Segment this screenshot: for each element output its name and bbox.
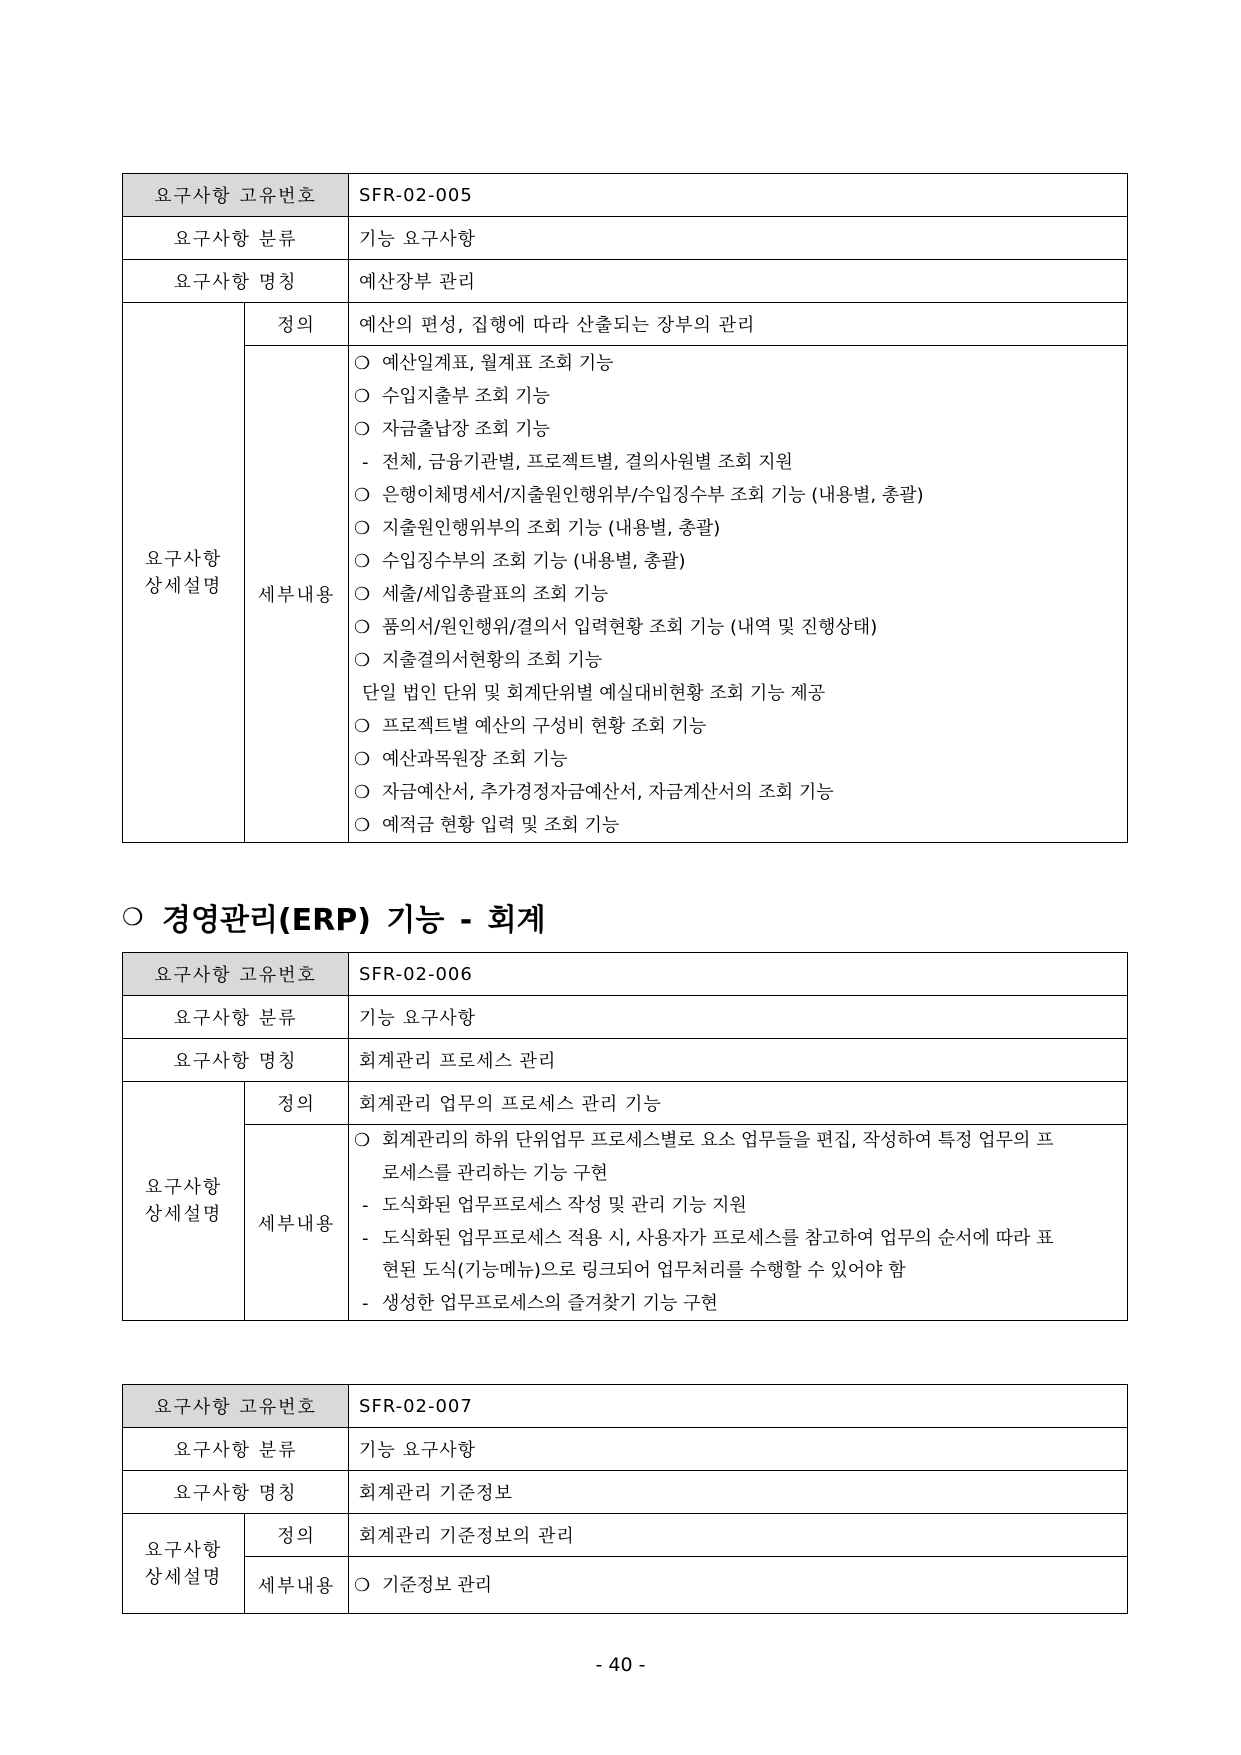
definition-label: 정의 — [245, 1082, 349, 1125]
detail-text: 프로젝트별 예산의 구성비 현황 조회 기능 — [382, 715, 707, 737]
detail-line — [354, 776, 1127, 809]
detail-label-line2: 상세설명 — [144, 1204, 223, 1225]
id-label: 요구사항 고유번호 — [123, 1385, 349, 1428]
bullet-circle-icon: ❍ — [354, 1574, 371, 1596]
detail-list — [354, 347, 1127, 842]
category-label: 요구사항 분류 — [123, 217, 349, 260]
detail-text: 수입징수부의 조회 기능 (내용별, 총괄) — [382, 550, 686, 572]
detail-label-line1: 요구사항 — [144, 548, 223, 570]
bullet-circle-icon: ❍ — [354, 748, 371, 770]
bullet-circle-icon: ❍ — [354, 517, 371, 539]
dash-marker: - — [362, 1227, 369, 1249]
definition-row — [123, 303, 1128, 346]
detail-list — [354, 1125, 1127, 1320]
detail-text: 기준정보 관리 — [382, 1574, 493, 1596]
category-label: 요구사항 분류 — [123, 1428, 349, 1471]
category-value: 기능 요구사항 — [349, 996, 1128, 1039]
content-label: 세부내용 — [245, 1125, 349, 1321]
bullet-circle-icon: ❍ — [354, 484, 371, 506]
category-row — [123, 1428, 1128, 1471]
bullet-circle-icon: ❍ — [354, 550, 371, 572]
definition-label: 정의 — [245, 303, 349, 346]
category-row — [123, 217, 1128, 260]
detail-text: 예적금 현황 입력 및 조회 기능 — [382, 814, 620, 836]
dash-marker: - — [362, 1195, 369, 1216]
name-value: 예산장부 관리 — [349, 260, 1128, 303]
definition-value: 회계관리 업무의 프로세스 관리 기능 — [349, 1082, 1128, 1125]
detail-line — [354, 380, 1127, 413]
bullet-circle-icon: ❍ — [354, 352, 371, 374]
id-label: 요구사항 고유번호 — [123, 953, 349, 996]
detail-text: 지출원인행위부의 조회 기능 (내용별, 총괄) — [382, 517, 721, 539]
bullet-circle-icon: ❍ — [354, 1130, 371, 1151]
detail-label-line2: 상세설명 — [144, 575, 223, 597]
definition-value: 예산의 편성, 집행에 따라 산출되는 장부의 관리 — [349, 303, 1128, 346]
bullet-circle-icon: ❍ — [354, 616, 371, 638]
id-value: SFR-02-007 — [349, 1385, 1128, 1428]
heading-text: 경영관리(ERP) 기능 - 회계 — [162, 903, 546, 938]
dash-marker: - — [362, 451, 369, 473]
category-label: 요구사항 분류 — [123, 996, 349, 1039]
detail-line — [354, 644, 1127, 677]
name-value: 회계관리 기준정보 — [349, 1471, 1128, 1514]
category-row — [123, 996, 1128, 1039]
detail-text: 자금예산서, 추가경정자금예산서, 자금계산서의 조회 기능 — [382, 781, 834, 803]
id-row — [123, 953, 1128, 996]
requirement-table-sfr-02-006 — [122, 952, 1128, 1321]
detail-text: 자금출납장 조회 기능 — [382, 418, 550, 440]
detail-line — [354, 347, 1127, 380]
detail-description-label — [123, 303, 245, 843]
detail-line — [354, 578, 1127, 611]
detail-line — [354, 1288, 1127, 1321]
detail-text: 회계관리의 하위 단위업무 프로세스별로 요소 업무들을 편집, 작성하여 특정 업무의 프 로세스를 관리하는 기능 구현 — [382, 1130, 1054, 1184]
detail-text: 예산과목원장 조회 기능 — [382, 748, 568, 770]
detail-line — [354, 545, 1127, 578]
section-heading — [122, 896, 546, 938]
detail-text: 은행이체명세서/지출원인행위부/수입징수부 조회 기능 (내용별, 총괄) — [382, 484, 924, 506]
detail-label-line1: 요구사항 — [144, 1539, 223, 1561]
detail-text: 전체, 금융기관별, 프로젝트별, 결의사원별 조회 지원 — [382, 451, 793, 473]
dash-marker: - — [362, 1292, 369, 1314]
detail-text: 지출결의서현황의 조회 기능 — [382, 649, 603, 671]
bullet-circle-icon: ❍ — [354, 418, 371, 440]
name-label: 요구사항 명칭 — [123, 1471, 349, 1514]
id-label: 요구사항 고유번호 — [123, 174, 349, 217]
requirement-table-sfr-02-005 — [122, 173, 1128, 843]
content-row — [123, 1125, 1128, 1321]
detail-text: 수입지출부 조회 기능 — [382, 385, 550, 407]
requirement-table-sfr-02-007 — [122, 1384, 1128, 1614]
bullet-circle-icon: ❍ — [354, 715, 371, 737]
definition-label: 정의 — [245, 1514, 349, 1557]
detail-list — [354, 1569, 1127, 1602]
bullet-circle-icon: ❍ — [354, 583, 371, 605]
name-row — [123, 1471, 1128, 1514]
id-row — [123, 174, 1128, 217]
detail-line — [354, 677, 1127, 710]
detail-line — [354, 743, 1127, 776]
detail-text: 생성한 업무프로세스의 즐겨찾기 기능 구현 — [382, 1292, 718, 1314]
detail-line — [354, 413, 1127, 446]
content-label: 세부내용 — [245, 346, 349, 843]
detail-description-label — [123, 1082, 245, 1321]
detail-label-line1: 요구사항 — [144, 1177, 223, 1198]
heading-bullet-icon: ❍ — [122, 903, 144, 931]
id-value: SFR-02-006 — [349, 953, 1128, 996]
detail-line — [354, 809, 1127, 842]
content-row — [123, 346, 1128, 843]
category-value: 기능 요구사항 — [349, 1428, 1128, 1471]
detail-line — [354, 1223, 1127, 1288]
bullet-circle-icon: ❍ — [354, 649, 371, 671]
detail-line — [354, 1190, 1127, 1223]
bullet-circle-icon: ❍ — [354, 814, 371, 836]
detail-text: 품의서/원인행위/결의서 입력현황 조회 기능 (내역 및 진행상태) — [382, 616, 878, 638]
content-cell — [349, 346, 1128, 843]
detail-line — [354, 611, 1127, 644]
detail-text: 도식화된 업무프로세스 적용 시, 사용자가 프로세스를 참고하여 업무의 순서에 따라 표 현된 도식(기능메뉴)으로 링크되어 업무처리를 수행할 수 있어야 함 — [382, 1227, 1054, 1281]
detail-line — [354, 1569, 1127, 1602]
name-row — [123, 260, 1128, 303]
name-value: 회계관리 프로세스 관리 — [349, 1039, 1128, 1082]
id-value: SFR-02-005 — [349, 174, 1128, 217]
id-row — [123, 1385, 1128, 1428]
detail-text: 도식화된 업무프로세스 작성 및 관리 기능 지원 — [382, 1195, 747, 1216]
bullet-circle-icon: ❍ — [354, 385, 371, 407]
detail-line — [354, 1125, 1127, 1190]
content-label: 세부내용 — [245, 1557, 349, 1614]
definition-row — [123, 1082, 1128, 1125]
name-label: 요구사항 명칭 — [123, 1039, 349, 1082]
content-cell — [349, 1125, 1128, 1321]
bullet-circle-icon: ❍ — [354, 781, 371, 803]
definition-row — [123, 1514, 1128, 1557]
content-cell — [349, 1557, 1128, 1614]
name-row — [123, 1039, 1128, 1082]
detail-text: 세출/세입총괄표의 조회 기능 — [382, 583, 609, 605]
content-row — [123, 1557, 1128, 1614]
detail-line — [354, 512, 1127, 545]
category-value: 기능 요구사항 — [349, 217, 1128, 260]
detail-description-label — [123, 1514, 245, 1614]
detail-text: 단일 법인 단위 및 회계단위별 예실대비현황 조회 기능 제공 — [362, 682, 826, 704]
definition-value: 회계관리 기준정보의 관리 — [349, 1514, 1128, 1557]
name-label: 요구사항 명칭 — [123, 260, 349, 303]
detail-line — [354, 446, 1127, 479]
detail-text: 예산일계표, 월계표 조회 기능 — [382, 352, 614, 374]
detail-line — [354, 710, 1127, 743]
page-number: - 40 - — [595, 1654, 646, 1676]
detail-line — [354, 479, 1127, 512]
detail-label-line2: 상세설명 — [144, 1566, 223, 1588]
